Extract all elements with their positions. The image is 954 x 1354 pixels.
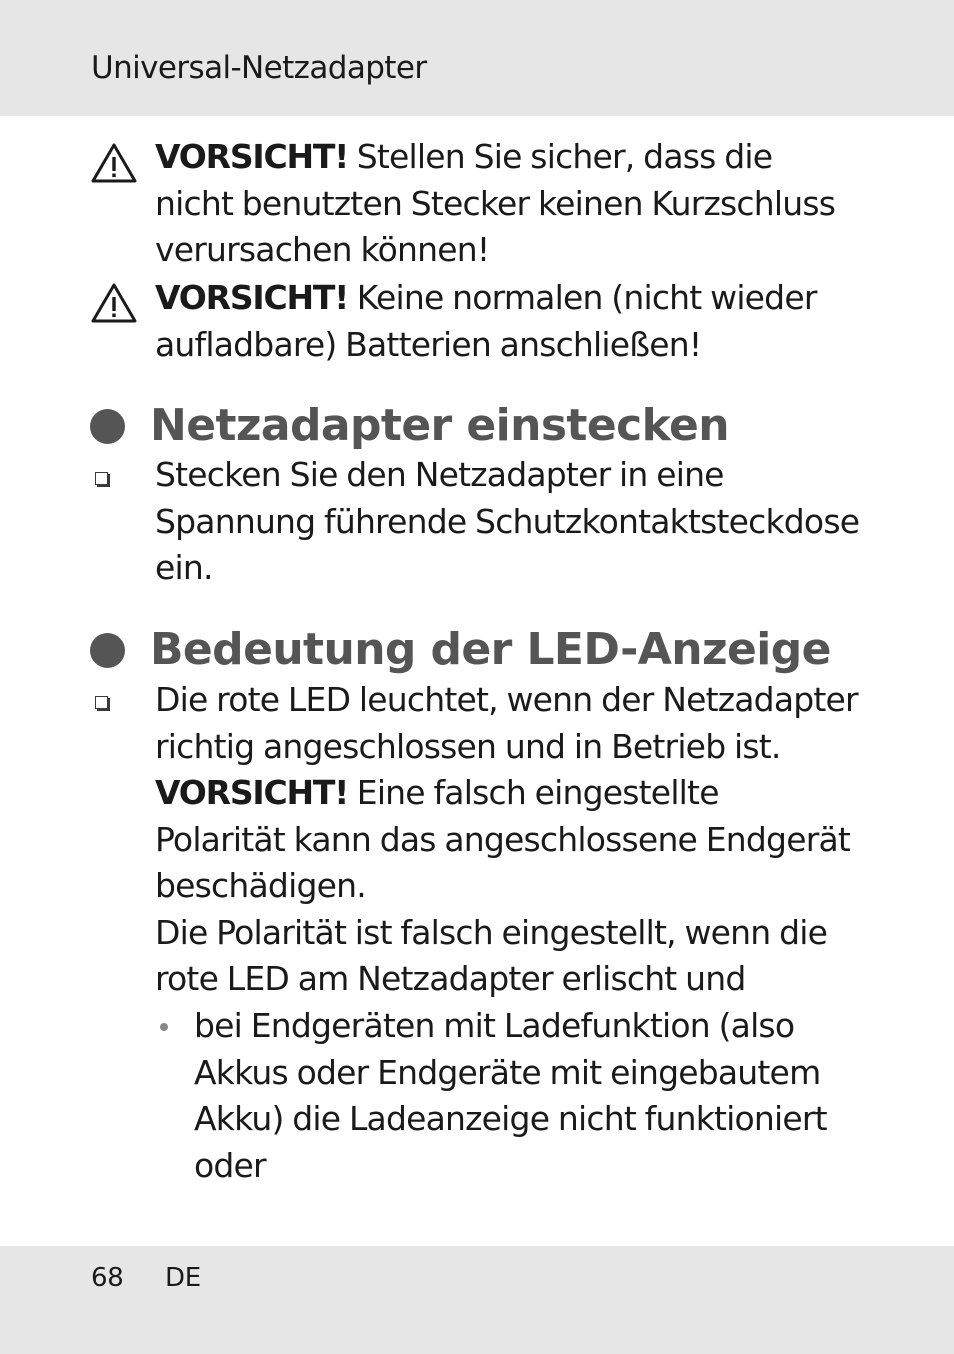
warning-label: VORSICHT! [155, 137, 349, 176]
section-dot-icon [90, 409, 125, 444]
warning-2 [155, 275, 915, 368]
warning-text: Stellen Sie sicher, dass die [348, 137, 773, 176]
warning-text: Keine normalen (nicht wieder [348, 278, 817, 317]
paragraph-line: Akkus oder Endgeräte mit eingebautem [194, 1052, 821, 1092]
warning-triangle-icon [90, 142, 138, 184]
paragraph-line: Die Polarität ist falsch eingestellt, wenn die [155, 912, 828, 952]
warning-label: VORSICHT! [155, 773, 349, 812]
warning-triangle-icon [90, 282, 138, 324]
paragraph-line: Spannung führende Schutzkontaktsteckdose [155, 501, 860, 541]
bullet-item [194, 1003, 914, 1189]
checkbox-icon [95, 696, 108, 709]
paragraph-line: Stecken Sie den Netzadapter in eine [155, 455, 724, 494]
paragraph-line: ein. [155, 548, 213, 587]
section-2-item [155, 677, 935, 1003]
header-title: Universal-Netzadapter [91, 50, 427, 86]
bullet-icon [160, 1023, 168, 1031]
warning-text: aufladbare) Batterien anschließen! [155, 324, 702, 364]
paragraph-line: bei Endgeräten mit Ladefunktion (also [194, 1006, 795, 1045]
page-number: 68 [91, 1263, 124, 1293]
section-heading-netzadapter-einstecken: Netzadapter einstecken [150, 400, 730, 451]
paragraph-line: Die rote LED leuchtet, wenn der Netzadapter [155, 680, 858, 719]
warning-1 [155, 134, 915, 274]
section-1-item [155, 452, 935, 592]
paragraph-line: oder [194, 1145, 266, 1185]
warning-text: Eine falsch eingestellte [348, 773, 719, 812]
language-code: DE [165, 1263, 201, 1293]
warning-label: VORSICHT! [155, 278, 349, 317]
paragraph-line: rote LED am Netzadapter erlischt und [155, 959, 746, 998]
checkbox-icon [95, 472, 108, 485]
footer-band [0, 1246, 954, 1354]
warning-text: Polarität kann das angeschlossene Endgerät [155, 819, 851, 859]
warning-text: verursachen können! [155, 230, 490, 269]
warning-text: beschädigen. [155, 866, 366, 905]
section-heading-led-anzeige: Bedeutung der LED-Anzeige [150, 624, 831, 675]
warning-text: nicht benutzten Stecker keinen Kurzschluss [155, 183, 836, 223]
paragraph-line: richtig angeschlossen und in Betrieb ist. [155, 726, 781, 766]
section-dot-icon [90, 633, 125, 668]
paragraph-line: Akku) die Ladeanzeige nicht funktioniert [194, 1099, 827, 1138]
